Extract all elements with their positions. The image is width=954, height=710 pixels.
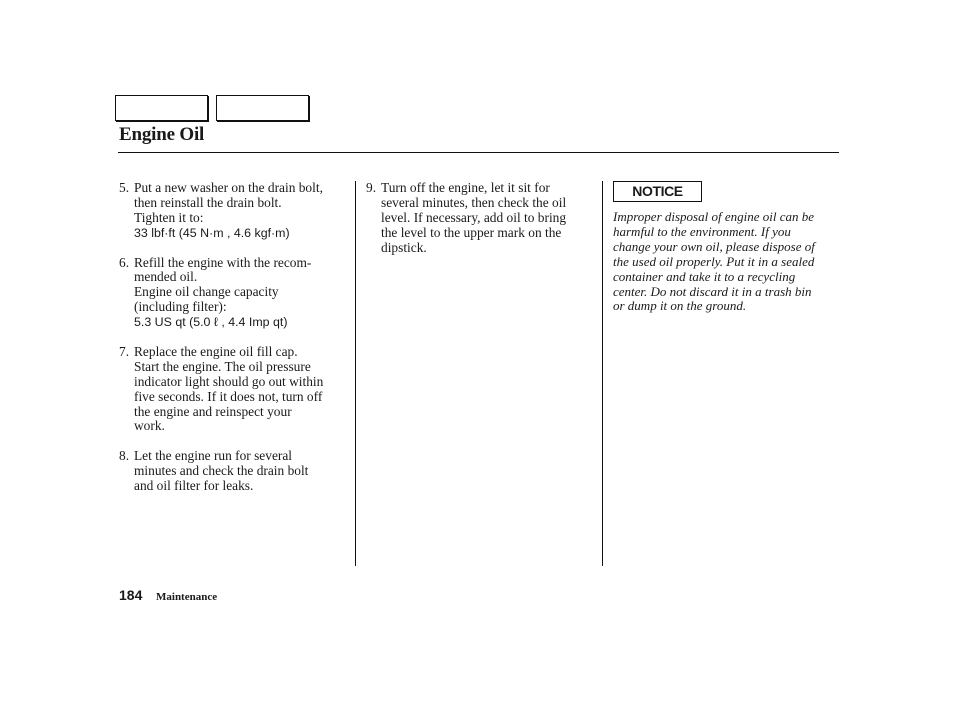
step-number: 5. bbox=[119, 180, 130, 195]
notice-text bbox=[613, 210, 839, 314]
notice-badge bbox=[613, 181, 702, 202]
step-text: Turn off the engine, let it sit for bbox=[381, 180, 550, 195]
title-rule bbox=[118, 152, 839, 153]
step-number: 9. bbox=[366, 180, 377, 195]
step-text: Tighten it to: bbox=[134, 209, 204, 225]
step-item bbox=[119, 345, 351, 434]
step-text: several minutes, then check the oil bbox=[381, 194, 567, 210]
step-text: minutes and check the drain bolt bbox=[134, 463, 309, 479]
notice-line: harmful to the environment. If you bbox=[613, 223, 791, 239]
step-text: five seconds. If it does not, turn off bbox=[134, 388, 323, 404]
notice-line: Improper disposal of engine oil can be bbox=[613, 209, 814, 224]
step-text: Put a new washer on the drain bolt, bbox=[134, 180, 323, 195]
step-number: 7. bbox=[119, 343, 130, 359]
steps-column-1 bbox=[119, 181, 351, 509]
step-text: the level to the upper mark on the bbox=[381, 224, 562, 240]
step-text: Engine oil change capacity bbox=[134, 284, 279, 300]
spec-value: 5.3 US qt (5.0 ℓ , 4.4 Imp qt) bbox=[134, 315, 288, 330]
step-text: Let the engine run for several bbox=[134, 448, 293, 464]
step-text: indicator light should go out within bbox=[134, 373, 324, 389]
notice-line: or dump it on the ground. bbox=[613, 298, 747, 314]
step-text: level. If necessary, add oil to bring bbox=[381, 209, 567, 225]
step-number: 8. bbox=[119, 448, 130, 464]
step-text: then reinstall the drain bolt. bbox=[134, 194, 282, 210]
column-divider-2 bbox=[602, 181, 603, 566]
notice-column bbox=[613, 181, 839, 314]
step-text: Refill the engine with the recom- bbox=[134, 254, 312, 270]
page-title: Engine Oil bbox=[119, 124, 205, 145]
notice-line: the used oil properly. Put it in a sealed bbox=[613, 253, 815, 269]
step-item bbox=[366, 181, 598, 256]
step-item bbox=[119, 449, 351, 494]
notice-line: container and take it to a recycling bbox=[613, 268, 796, 284]
step-text: the engine and reinspect your bbox=[134, 403, 292, 419]
step-text: mended oil. bbox=[134, 269, 198, 285]
section-name: Maintenance bbox=[156, 591, 218, 603]
step-number: 6. bbox=[119, 254, 130, 270]
page-number: 184 bbox=[119, 587, 143, 603]
step-item bbox=[119, 256, 351, 331]
step-text: (including filter): bbox=[134, 299, 227, 315]
column-divider-1 bbox=[355, 181, 356, 566]
step-item bbox=[119, 181, 351, 241]
step-text: Start the engine. The oil pressure bbox=[134, 358, 311, 374]
step-text: dipstick. bbox=[381, 239, 427, 255]
step-text: Replace the engine oil fill cap. bbox=[134, 343, 298, 359]
section-tab-1 bbox=[115, 95, 208, 121]
notice-label: NOTICE bbox=[632, 183, 683, 200]
section-tab-2 bbox=[216, 95, 309, 121]
steps-column-2 bbox=[366, 181, 598, 270]
spec-value: 33 lbf·ft (45 N·m , 4.6 kgf·m) bbox=[134, 225, 290, 240]
step-text: work. bbox=[134, 418, 165, 434]
step-text: and oil filter for leaks. bbox=[134, 478, 254, 494]
notice-line: center. Do not discard it in a trash bin bbox=[613, 283, 812, 299]
notice-line: change your own oil, please dispose of bbox=[613, 238, 815, 254]
